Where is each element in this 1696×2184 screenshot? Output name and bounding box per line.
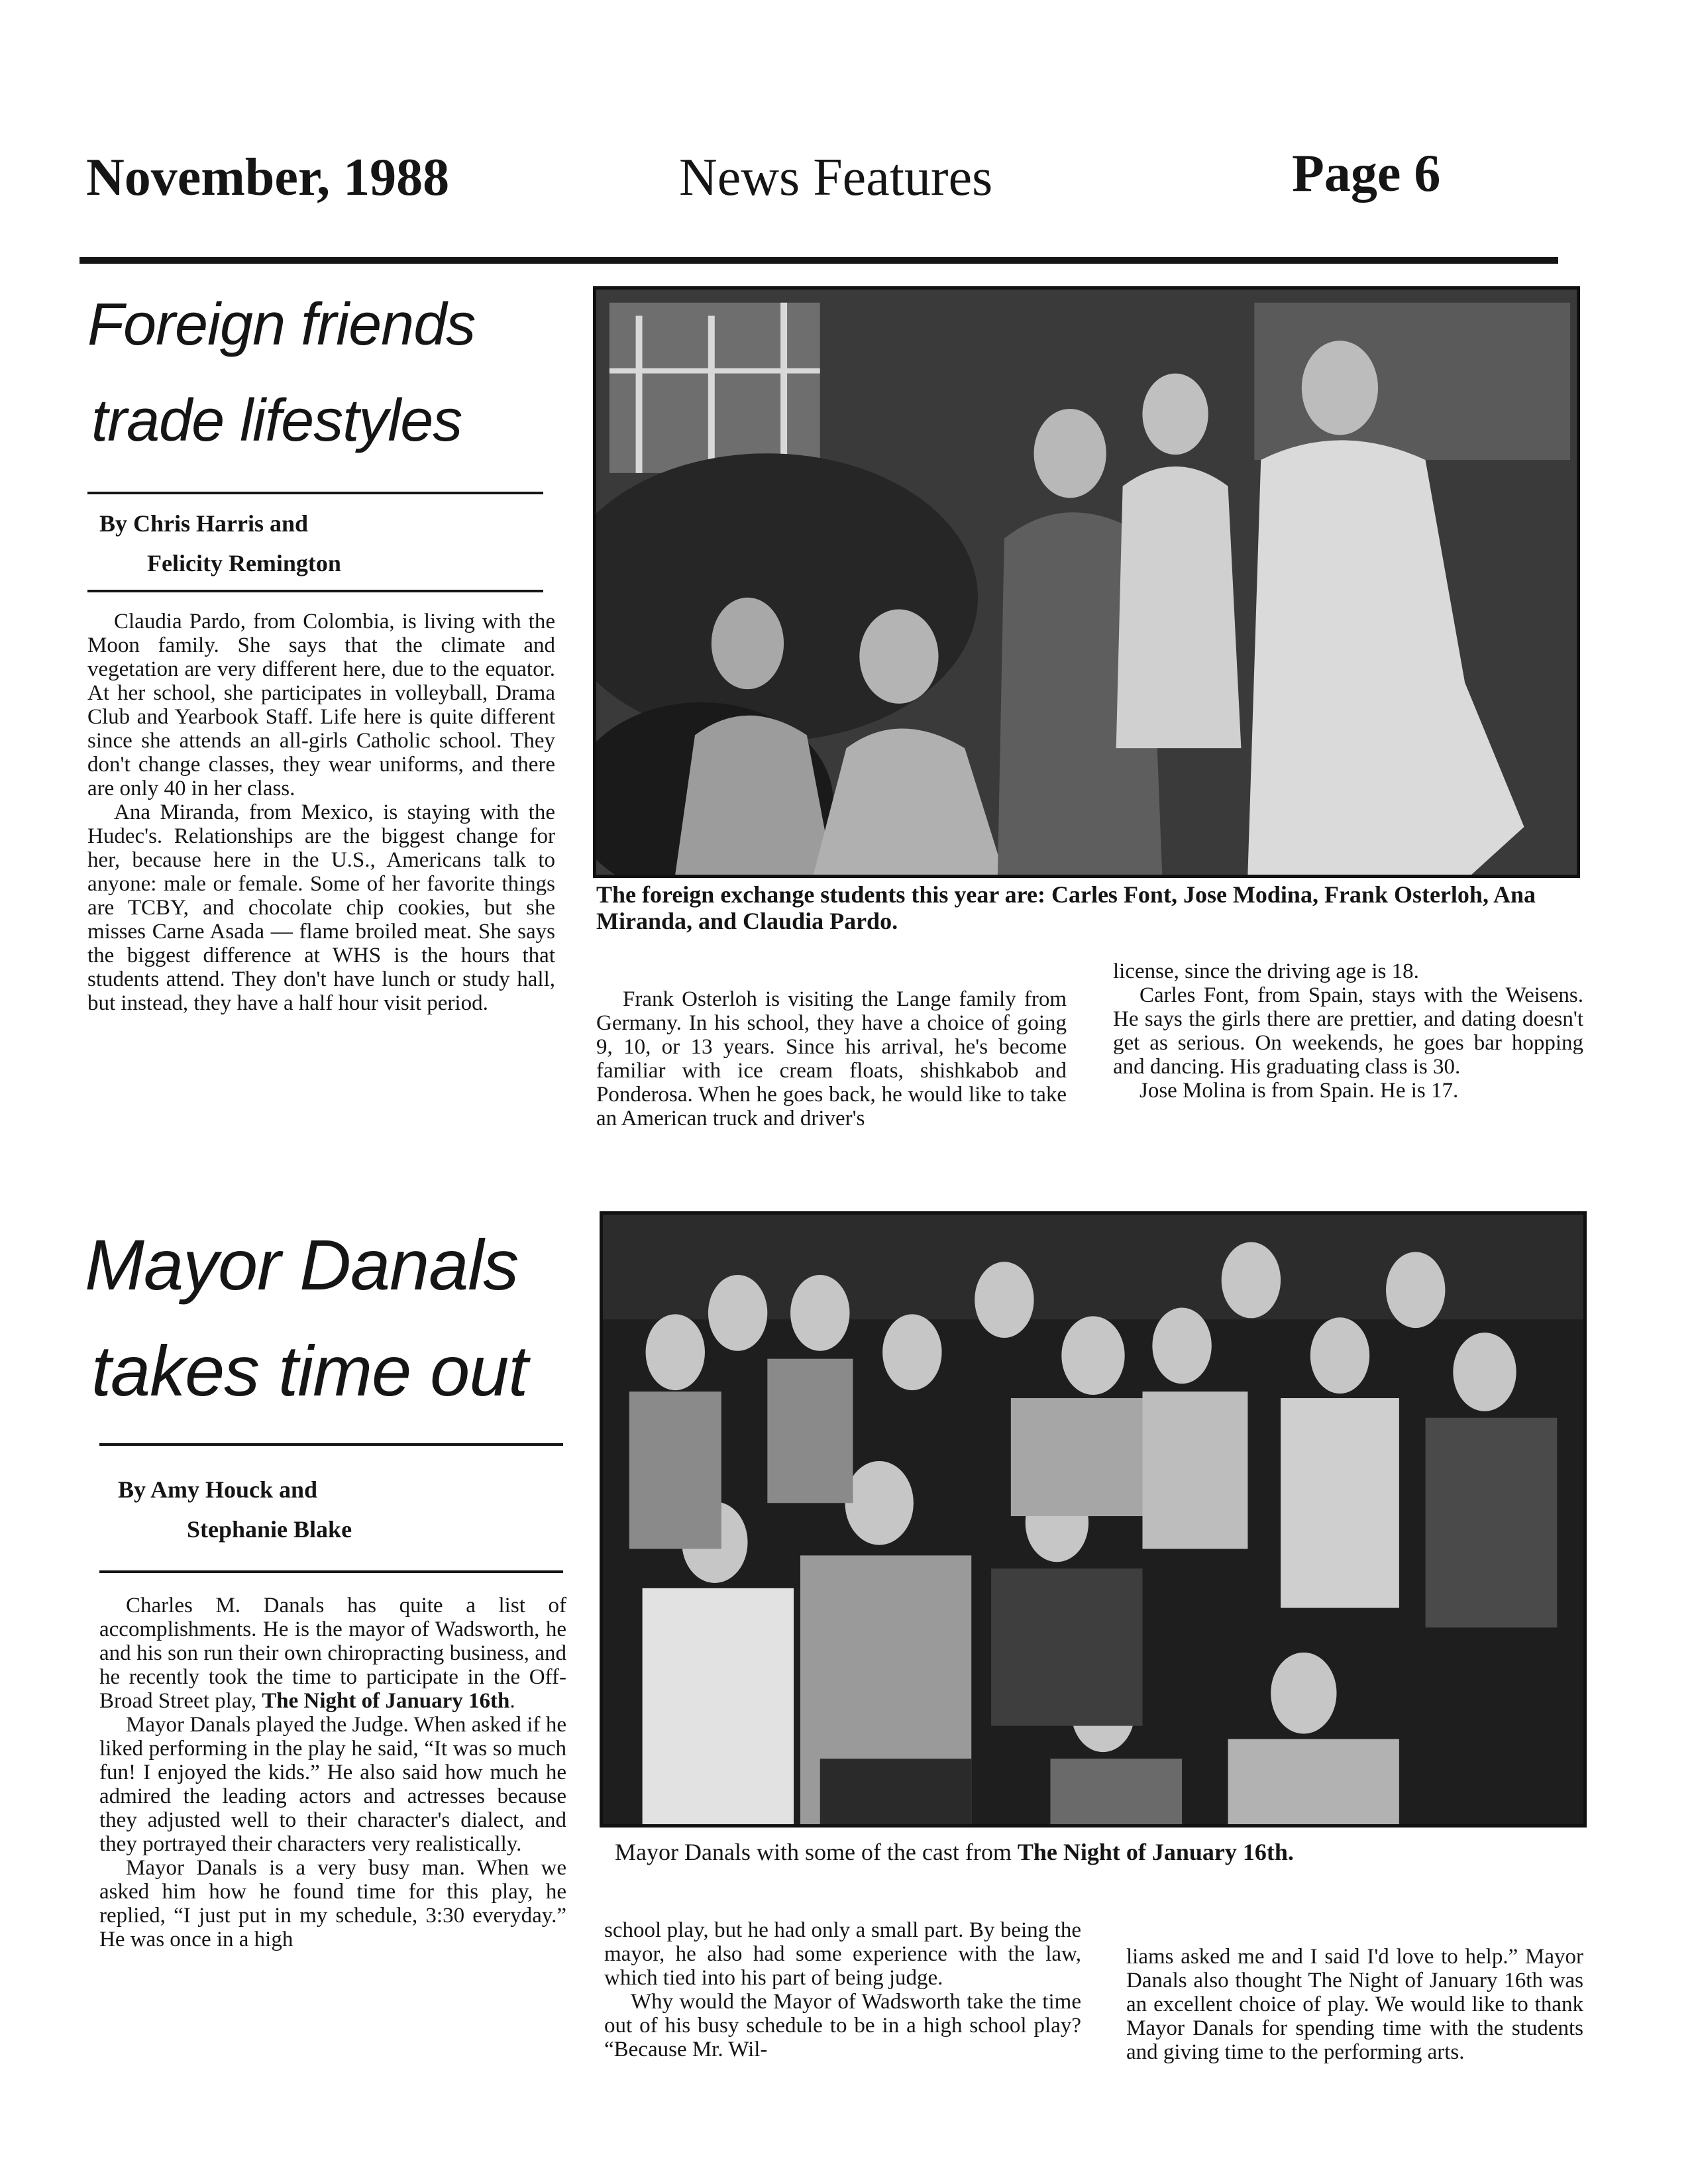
article1-paragraph: Ana Miranda, from Mexico, is staying with the Hudec's. Relationships are the biggest change for her, because here in the U.S., Americans talk to anyone: male or female. Some of her favorite things are TCBY, and chocolate chip cookies, but she misses Carne Asada — flame broiled meat. She says the biggest difference at WHS is the hours that students attend. They don't have lunch or study hall, but instead, they have a half hour visit period.	[87, 800, 555, 1015]
article2-rule-top	[99, 1443, 563, 1446]
article2-paragraph: Mayor Danals played the Judge. When asked if he liked performing in the play he said, “It was so much fun! I enjoyed the kids.” He also said how much he admired the leading actors and actresses because they adjusted well to their character's dialect, and they portrayed their characters very realistically.	[99, 1713, 566, 1856]
article2-paragraph: Mayor Danals is a very busy man. When we asked him how he found time for this play, he replied, “I just put in my schedule, 3:30 everyday.” He was once in a high	[99, 1856, 566, 1951]
article1-byline-line2: Felicity Remington	[147, 550, 341, 576]
article2-paragraph	[99, 1594, 566, 1713]
page-number: Page 6	[1292, 144, 1441, 203]
article1-paragraph: Jose Molina is from Spain. He is 17.	[1140, 1079, 1459, 1103]
article1-column-1	[87, 610, 555, 1015]
exchange-students-caption: The foreign exchange students this year are: Carles Font, Jose Modina, Frank Osterloh, Ana Miranda, and Claudia Pardo.	[596, 881, 1536, 934]
article2-intro-text: Charles M. Danals has quite a list of accomplishments. He is the mayor of Wadsworth, he and his son run their own chiropracting business, and he recently took the time to participate in the Off-Broad Street play,	[99, 1594, 566, 1713]
article1-byline-line1: By Chris Harris and	[99, 510, 309, 537]
play-title: The Night of January 16th	[262, 1689, 510, 1713]
article2-rule-bottom	[99, 1570, 563, 1573]
article1-paragraph: Carles Font, from Spain, stays with the Weisens. He says the girls there are prettier, and dating doesn't get as serious. On weekends, he goes bar hopping and dancing. His graduating class is 30.	[1113, 983, 1583, 1079]
exchange-students-photo-graphic	[596, 290, 1577, 875]
play-cast-caption-title: The Night of January 16th.	[1017, 1839, 1294, 1865]
play-cast-caption-text: Mayor Danals with some of the cast from	[615, 1839, 1018, 1865]
play-cast-photo-graphic	[603, 1215, 1583, 1824]
article1-column-2	[596, 987, 1067, 1130]
article2-headline-line2: takes time out	[91, 1331, 528, 1411]
play-cast-photo	[600, 1211, 1587, 1828]
article1-column-3	[1113, 959, 1583, 1103]
article1-rule-bottom	[87, 590, 543, 592]
issue-date: November, 1988	[86, 148, 450, 207]
article2-continuation: liams asked me and I said I'd love to help.” Mayor Danals also thought The Night of January 16th was an excellent choice of play. We would like to thank Mayor Danals for spending time with the students and giving time to the performing arts.	[1126, 1945, 1583, 2064]
article2-intro-end: .	[509, 1689, 515, 1713]
article2-continuation: school play, but he had only a small part. By being the mayor, he also had some experience with the law, which tied into his part of being judge.	[604, 1918, 1081, 1990]
exchange-students-photo	[593, 286, 1580, 878]
play-cast-caption	[615, 1839, 1582, 1865]
article2-byline-line1: By Amy Houck and	[118, 1476, 318, 1503]
article2-headline-line1: Mayor Danals	[85, 1225, 519, 1305]
section-title: News Features	[679, 148, 993, 207]
article1-continuation: license, since the driving age is 18.	[1113, 959, 1419, 983]
article1-rule-top	[87, 492, 543, 494]
masthead-rule	[80, 257, 1558, 264]
article2-paragraph: Why would the Mayor of Wadsworth take the time out of his busy schedule to be in a high school play? “Because Mr. Wil-	[604, 1990, 1081, 2061]
article1-headline-line1: Foreign friends	[87, 292, 476, 358]
article2-column-2	[604, 1918, 1081, 2061]
article2-column-3	[1126, 1945, 1583, 2064]
article1-paragraph: Claudia Pardo, from Colombia, is living with the Moon family. She says that the climate and vegetation are very different here, due to the equator. At her school, she participates in volleyball, Drama Club and Yearbook Staff. Life here is quite different since she attends an all-girls Catholic school. They don't change classes, they wear uniforms, and there are only 40 in her class.	[87, 610, 555, 800]
article2-column-1	[99, 1594, 566, 1951]
article1-paragraph: Frank Osterloh is visiting the Lange family from Germany. In his school, they have a choice of going 9, 10, or 13 years. Since his arrival, he's become familiar with ice cream floats, shishkabob and Ponderosa. When he goes back, he would like to take an American truck and driver's	[596, 987, 1067, 1130]
article2-byline-line2: Stephanie Blake	[187, 1516, 352, 1543]
article1-headline-line2: trade lifestyles	[91, 388, 462, 454]
